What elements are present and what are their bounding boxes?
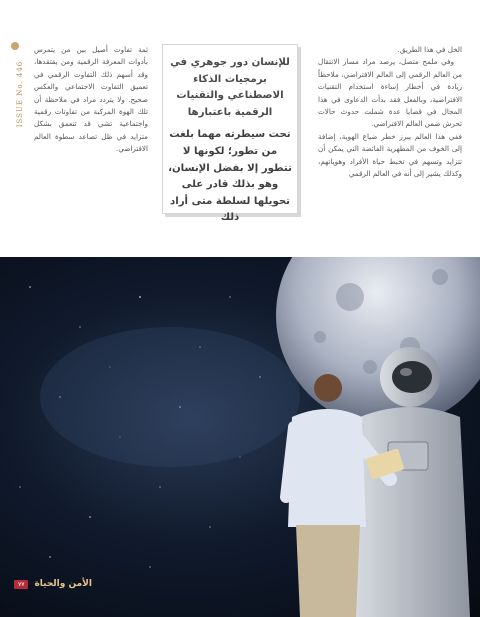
moon [276, 257, 480, 427]
issue-dot-icon [11, 42, 19, 50]
article-right-column [318, 44, 462, 180]
brand-name: الأمن والحياة [34, 579, 92, 589]
magazine-brand [14, 578, 92, 590]
astronaut-and-man-with-book-image [0, 257, 480, 617]
issue-number-label: ISSUE No. 446 [16, 60, 24, 128]
pull-quote-bottom: تحت سيطرته مهما بلغت من تطور؛ لكونها لا تتطور إلا بفضل الإنسان، وهو بذلك قادر على تحويلها لسلطة متى أراد ذلك [168, 129, 292, 224]
pull-quote-top: للإنسان دور جوهري في برمجيات الذكاء الاصطناعي والتقنيات الرقمية باعتبارها [170, 57, 290, 118]
article-paragraph: الخل في هذا الطريق. [397, 45, 462, 54]
article-left-column [34, 44, 148, 156]
article-paragraph: ففي هذا العالم يبرز خطر ضياع الهوية، إضافة إلى الخوف من المطهرية الفائضة التي يمكن أن تتزايد وتسهم في تخبط حياة الأفراد وهوياتهم، وكذلك يشير إلى أنه في العالم الرقمي [318, 131, 462, 179]
page-number: ٧٧ [14, 580, 28, 589]
pull-quote [162, 44, 298, 224]
article-paragraph: وفي ملمح متصل، يرصد مراد مسار الانتقال من العالم الرقمي إلى العالم الافتراضي، ملاحظاً زيادة في أخطار إساءة استخدام التقنيات الافتراضية، وبالفعل فقد بدأت الدعاوى في هذا المجال في قضايا عدة شملت حدوث حالات تحرش ضمن العالم الافتراضي. [318, 57, 462, 129]
article-paragraph: ثمة تفاوت أصيل بين من يتمرس بأدوات المعرفة الرقمية ومن يفتقدها، وقد أسهم ذلك التفاوت الرقمي في تعميق التفاوت الاجتماعي والعكس صحيح. ولا يتردد مراد في ملاحظة أن تلك الهوة المركبة من تفاوتات رقمية واجتماعية تشي قد تتعمق بشكل متزايد في ظل تصاعد سطوة العالم الافتراضي. [34, 45, 148, 154]
issue-marker [8, 40, 24, 130]
hero-image [0, 257, 480, 617]
